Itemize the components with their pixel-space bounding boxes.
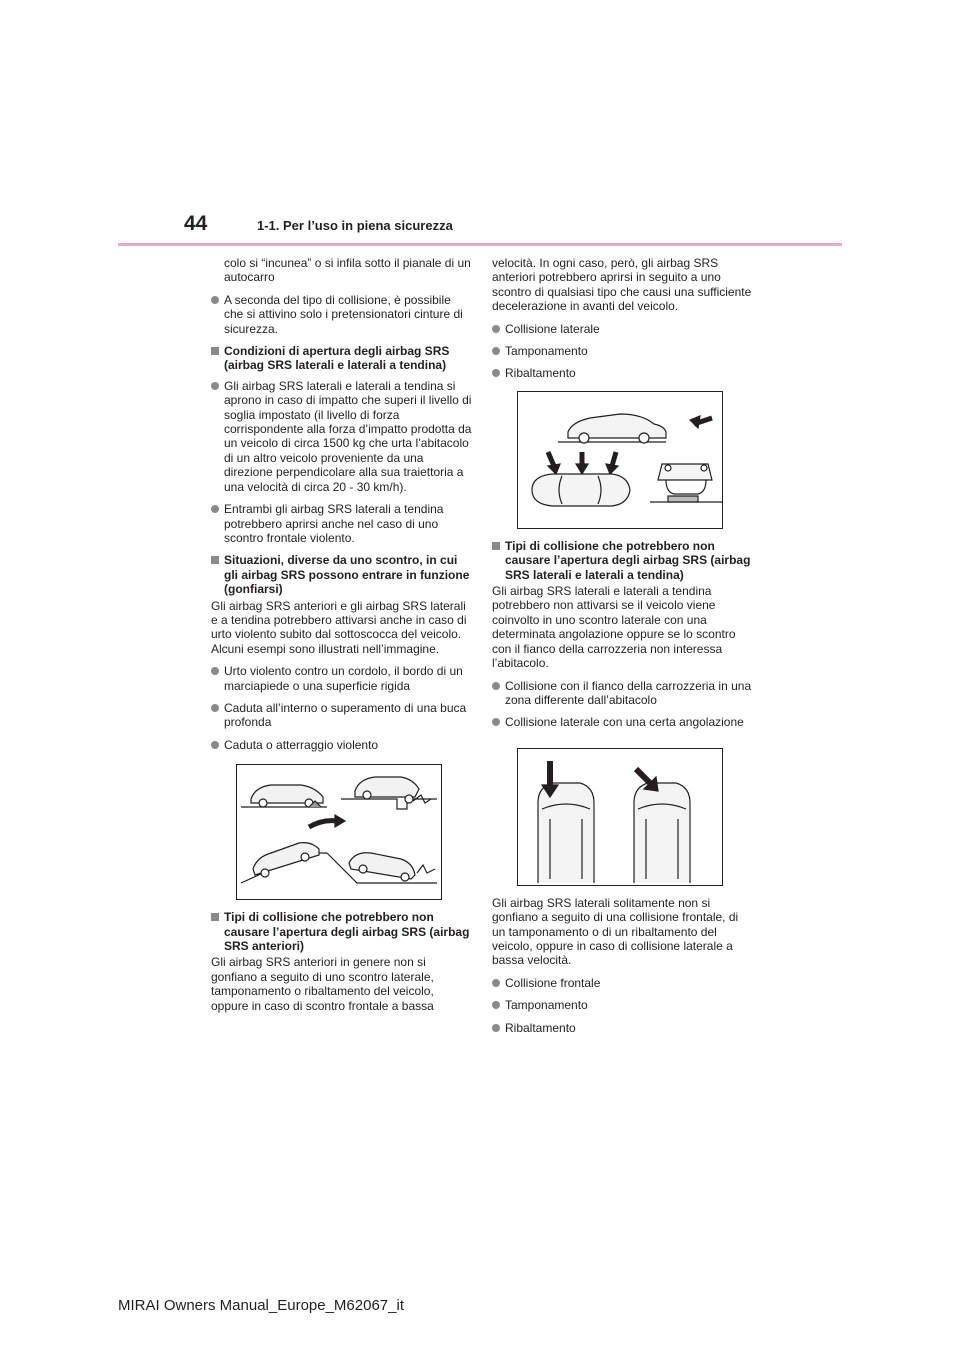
bullet-frontal: Collisione frontale [492,976,754,990]
bullet-side-frontal: Entrambi gli airbag SRS laterali a tendina potrebbero aprirsi anche nel caso di uno scontro frontale violento. [211,502,473,545]
page-number: 44 [184,212,208,235]
bullet-rear-impact-2: Tamponamento [492,998,754,1012]
right-column [492,256,754,1043]
bullet-rollover: Ribaltamento [492,366,754,380]
bullet-landing: Caduta o atterraggio violento [211,738,473,752]
para-continuation: velocità. In ogni caso, però, gli airbag SRS anteriori potrebbero aprirsi in seguito a uno scontro di qualsiasi tipo che causi una sufficiente decelerazione in avanti del veicolo. [492,256,752,314]
bullet-body-side: Collisione con il fianco della carrozzeria in una zona differente dall’abitacolo [492,679,754,708]
para-front-no-deploy: Gli airbag SRS anteriori in genere non si gonfiano a seguito di uno scontro laterale, tamponamento o ribaltamento del veicolo, oppure in caso di scontro frontale a bassa [211,955,434,1013]
bullet-hole: Caduta all’interno o superamento di una buca profonda [211,701,473,730]
para-side-only: Gli airbag SRS laterali solitamente non si gonfiano a seguito di una collisione frontale, di un tamponamento o di un ribaltamento del veicolo, oppure in caso di collisione laterale a bassa velocità. [492,895,739,968]
bullet-pretensioners: A seconda del tipo di collisione, è possibile che si attivino solo i pretensionatori cinture di sicurezza. [211,293,473,336]
underbody-impact-illustration [237,765,441,899]
para-side-no-deploy: Gli airbag SRS laterali e laterali a tendina potrebbero non attivarsi se il veicolo viene coinvolto in uno scontro laterale con una determinata angolazione oppure se lo scontro con il fianco della carrozzeria non interessa l’abitacolo. [492,584,736,671]
underbody-impact-figure [236,764,442,900]
bullet-rollover-2: Ribaltamento [492,1021,754,1035]
section-title: 1-1. Per l’uso in piena sicurezza [257,218,453,233]
intro-continuation: colo si “incunea” o si infila sotto il pianale di un autocarro [224,256,471,285]
heading-side-no-deploy: Tipi di collisione che potrebbero non causare l’apertura degli airbag SRS (airbag SRS laterali e laterali a tendina) [492,539,754,582]
heading-other-situations: Situazioni, diverse da uno scontro, in cui gli airbag SRS possono entrare in funzione (gonfiarsi) [211,553,473,596]
footer-manual-id: MIRAI Owners Manual_Europe_M62067_it [118,1297,404,1314]
left-column [211,256,473,1021]
bullet-rear-impact: Tamponamento [492,344,754,358]
heading-side-conditions: Condizioni di apertura degli airbag SRS (airbag SRS laterali e laterali a tendina) [211,344,473,373]
side-no-deploy-figure [517,748,723,886]
bullet-angle: Collisione laterale con una certa angolazione [492,715,754,729]
bullet-curb: Urto violento contro un cordolo, il bordo di un marciapiede o una superficie rigida [211,664,473,693]
bullet-side-collision: Collisione laterale [492,322,754,336]
heading-front-no-deploy: Tipi di collisione che potrebbero non causare l’apertura degli airbag SRS (airbag SRS anteriori) [211,910,473,953]
front-no-deploy-illustration [518,392,722,528]
header-rule [118,243,842,246]
front-no-deploy-figure [517,391,723,529]
para-other-situations: Gli airbag SRS anteriori e gli airbag SRS laterali e a tendina potrebbero attivarsi anche in caso di urto violento subito dal sottoscocca del veicolo. Alcuni esempi sono illustrati nell’immagine. [211,598,467,656]
side-no-deploy-illustration [518,749,722,885]
bullet-side-threshold: Gli airbag SRS laterali e laterali a tendina si aprono in caso di impatto che superi il livello di soglia impostato (il livello di forza corrispondente alla forza d’impatto prodotta da un veicolo di circa 1500 kg che urta l’abitacolo di un altro veicolo proveniente da una direzione perpendicolare alla sua traiettoria a una velocità di circa 20 - 30 km/h). [211,379,473,494]
